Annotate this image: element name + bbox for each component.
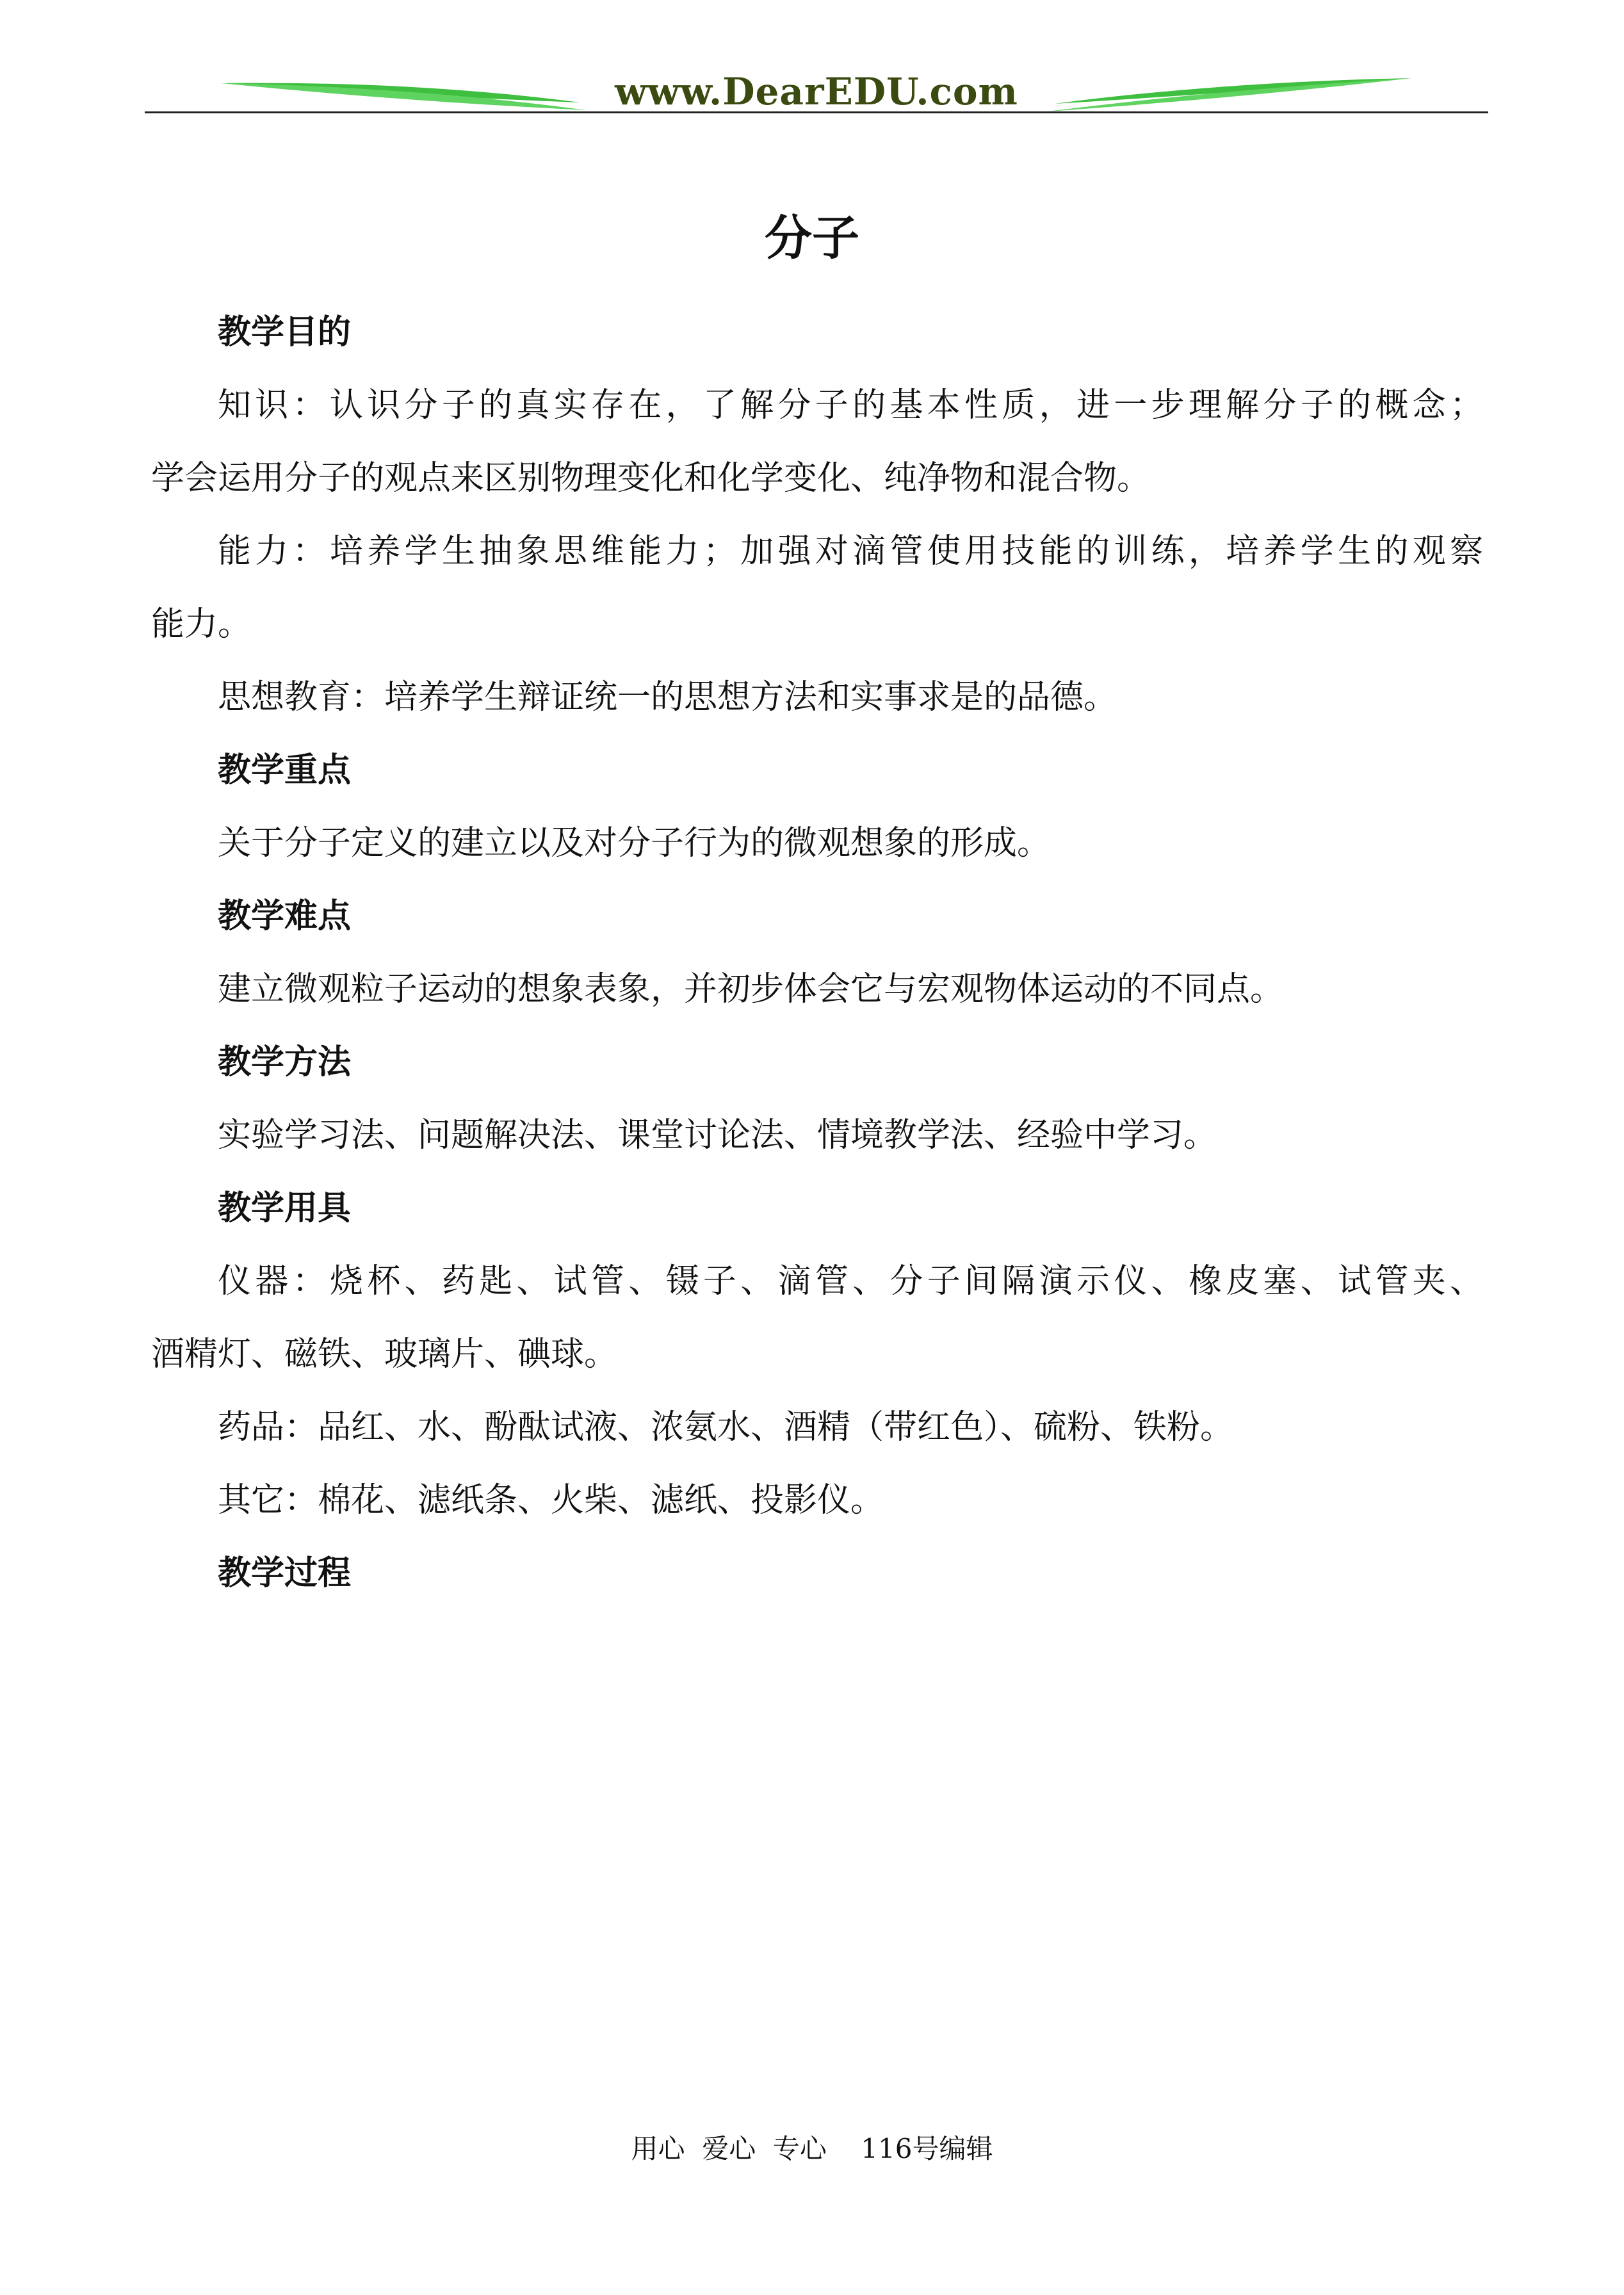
page-title: 分子 <box>765 211 859 266</box>
tools-instruments-line1: 仪器：烧杯、药匙、试管、镊子、滴管、分子间隔演示仪、橡皮塞、试管夹、 <box>218 1262 1483 1301</box>
objectives-knowledge-line1: 知识：认识分子的真实存在，了解分子的基本性质，进一步理解分子的概念； <box>218 386 1483 425</box>
tools-reagents: 药品：品红、水、酚酞试液、浓氨水、酒精（带红色）、硫粉、铁粉。 <box>218 1408 1234 1447</box>
tools-instruments-line2: 酒精灯、磁铁、玻璃片、碘球。 <box>151 1335 618 1374</box>
heading-tools: 教学用具 <box>218 1188 352 1228</box>
difficulties-text: 建立微观粒子运动的想象表象，并初步体会它与宏观物体运动的不同点。 <box>218 970 1284 1009</box>
heading-key-points: 教学重点 <box>218 750 352 790</box>
objectives-ability-line2: 能力。 <box>151 605 252 644</box>
heading-difficulties: 教学难点 <box>218 896 352 936</box>
objectives-ideology: 思想教育：培养学生辩证统一的思想方法和实事求是的品德。 <box>218 678 1117 717</box>
key-points-text: 关于分子定义的建立以及对分子行为的微观想象的形成。 <box>218 824 1051 863</box>
heading-methods: 教学方法 <box>218 1042 352 1082</box>
tools-others: 其它：棉花、滤纸条、火柴、滤纸、投影仪。 <box>218 1481 884 1520</box>
page-footer: 用心 爱心 专心 116号编辑 <box>631 2133 993 2164</box>
header-rule <box>145 111 1488 113</box>
objectives-ability-line1: 能力：培养学生抽象思维能力；加强对滴管使用技能的训练，培养学生的观察 <box>218 532 1483 571</box>
document-body <box>151 296 1483 1610</box>
heading-process: 教学过程 <box>218 1553 352 1593</box>
heading-objectives: 教学目的 <box>218 312 352 352</box>
site-url: www.DearEDU.com <box>615 70 1018 113</box>
methods-text: 实验学习法、问题解决法、课堂讨论法、情境教学法、经验中学习。 <box>218 1116 1217 1155</box>
objectives-knowledge-line2: 学会运用分子的观点来区别物理变化和化学变化、纯净物和混合物。 <box>151 459 1151 498</box>
